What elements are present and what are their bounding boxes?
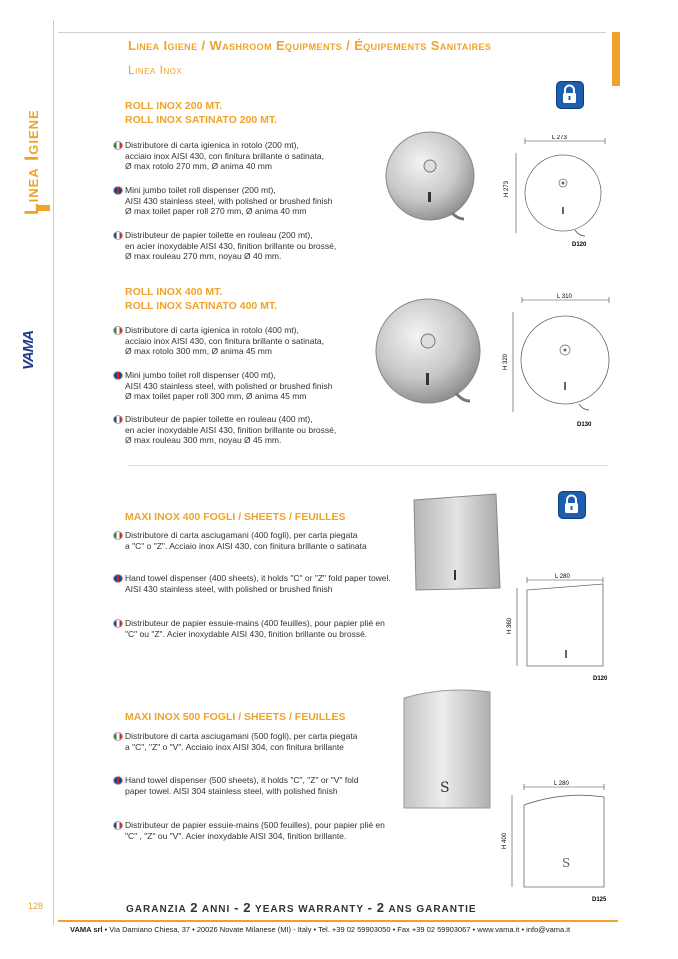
width-dimension-label: L 310 [557, 294, 572, 300]
desc-it: Distributore di carta asciugamani (500 fogli), per carta piegata a "C", "Z" o "V". Acciaio inox AISI 304, con finitura brillante [125, 731, 357, 752]
width-dimension-label: L 280 [554, 781, 569, 787]
roll-dispenser-200-drawing [500, 135, 610, 250]
desc-fr: Distributeur de papier toilette en rouleau (200 mt), en acier inoxydable AISI 430, finition brillante ou brossé, Ø max rouleau 270 mm, noyau Ø 40 mm. [125, 230, 336, 262]
svg-text:S: S [562, 856, 571, 870]
towel-dispenser-400-drawing [505, 570, 610, 685]
height-dimension-label: H 273 [504, 180, 510, 197]
uk-flag-icon [113, 776, 123, 785]
france-flag-icon [113, 231, 123, 240]
product-title: ROLL INOX SATINATO 200 MT. [125, 114, 278, 126]
warranty-banner: GARANZIA 2 ANNI - 2 YEARS WARRANTY - 2 ANS GARANTIE [126, 900, 477, 915]
page-subtitle: Linea Inox [128, 63, 183, 77]
vama-logo: VAMA [20, 330, 37, 370]
top-rule [58, 32, 606, 33]
width-dimension-label: L 280 [555, 574, 570, 580]
towel-dispenser-500-photo [400, 688, 496, 814]
product-title: ROLL INOX SATINATO 400 MT. [125, 300, 278, 312]
height-dimension-label: H 360 [507, 617, 513, 634]
france-flag-icon [113, 619, 123, 628]
page-title: Linea Igiene / Washroom Equipments / Équipements Sanitaires [128, 38, 492, 53]
france-flag-icon [113, 415, 123, 424]
roll-dispenser-400-drawing [497, 290, 612, 430]
italy-flag-icon [113, 732, 123, 741]
lock-icon [558, 491, 586, 519]
depth-dimension-label: D125 [592, 897, 607, 903]
uk-flag-icon [113, 371, 123, 380]
italy-flag-icon [113, 531, 123, 540]
sidebar-divider [53, 20, 54, 925]
product-maxi-500 [125, 710, 346, 724]
desc-en: Mini jumbo toilet roll dispenser (400 mt), AISI 430 stainless steel, with polished or brushed finish Ø max toilet paper roll 300 mm, Ø anima 45 mm [125, 370, 332, 402]
product-maxi-400 [125, 510, 346, 524]
sidebar-section-title: Linea Igiene [22, 109, 43, 215]
product-title: ROLL INOX 200 MT. [125, 100, 223, 112]
uk-flag-icon [113, 574, 123, 583]
towel-dispenser-500-drawing [500, 775, 610, 905]
desc-en: Hand towel dispenser (500 sheets), it holds "C", "Z" or "V" fold paper towel. AISI 304 stainless steel, with polished finish [125, 775, 359, 796]
depth-dimension-label: D120 [593, 676, 608, 682]
page-number: 128 [28, 901, 44, 911]
height-dimension-label: H 320 [503, 353, 509, 370]
lock-icon [556, 81, 584, 109]
desc-en: Mini jumbo toilet roll dispenser (200 mt), AISI 430 stainless steel, with polished or brushed finish Ø max toilet paper roll 270 mm, Ø anima 40 mm [125, 185, 332, 217]
desc-fr: Distributeur de papier essuie-mains (500 feuilles), pour papier plié en "C" , "Z" ou "V". Acier inoxydable AISI 304, finition brillante. [125, 820, 385, 841]
product-title: ROLL INOX 400 MT. [125, 286, 223, 298]
height-dimension-label: H 400 [502, 832, 508, 849]
italy-flag-icon [113, 326, 123, 335]
product-title: MAXI INOX 500 FOGLI / SHEETS / FEUILLES [125, 711, 346, 723]
towel-dispenser-400-photo [410, 492, 505, 597]
product-title: MAXI INOX 400 FOGLI / SHEETS / FEUILLES [125, 511, 346, 523]
roll-dispenser-200-photo [382, 128, 482, 228]
footer-contact: VAMA srl • Via Damiano Chiesa, 37 • 20026 Novate Milanese (MI) - Italy • Tel. +39 02 59903050 • Fax +39 02 59903067 • www.vama.it • info@vama.it [70, 925, 571, 934]
svg-text:S: S [440, 780, 450, 796]
product-roll-200 [125, 99, 277, 127]
desc-en: Hand towel dispenser (400 sheets), it holds "C" or "Z" fold paper towel. AISI 430 stainless steel, with polished or brushed finish [125, 573, 391, 594]
italy-flag-icon [113, 141, 123, 150]
desc-fr: Distributeur de papier essuie-mains (400 feuilles), pour papier plié en "C" ou "Z". Acier inoxydable AISI 430, finition brillante ou brossé. [125, 618, 385, 639]
france-flag-icon [113, 821, 123, 830]
section-divider [128, 465, 608, 466]
depth-dimension-label: D130 [577, 422, 592, 428]
desc-fr: Distributeur de papier toilette en rouleau (400 mt), en acier inoxydable AISI 430, finition brillante ou brossé, Ø max rouleau 300 mm, noyau Ø 45 mm. [125, 414, 336, 446]
desc-it: Distributore di carta igienica in rotolo (200 mt), acciaio inox AISI 430, con finitura brillante o satinata, Ø max rotolo 270 mm, Ø anima 40 mm [125, 140, 324, 172]
roll-dispenser-400-photo [370, 295, 490, 415]
footer-rule [58, 920, 618, 922]
desc-it: Distributore di carta asciugamani (400 fogli), per carta piegata a "C" o "Z". Acciaio inox AISI 430, con finitura brillante o satinata [125, 530, 367, 551]
header-accent-bar [612, 32, 620, 86]
product-roll-400 [125, 285, 277, 313]
desc-it: Distributore di carta igienica in rotolo (400 mt), acciaio inox AISI 430, con finitura brillante o satinata, Ø max rotolo 300 mm, Ø anima 45 mm [125, 325, 324, 357]
depth-dimension-label: D120 [572, 242, 587, 248]
width-dimension-label: L 273 [552, 135, 567, 141]
uk-flag-icon [113, 186, 123, 195]
